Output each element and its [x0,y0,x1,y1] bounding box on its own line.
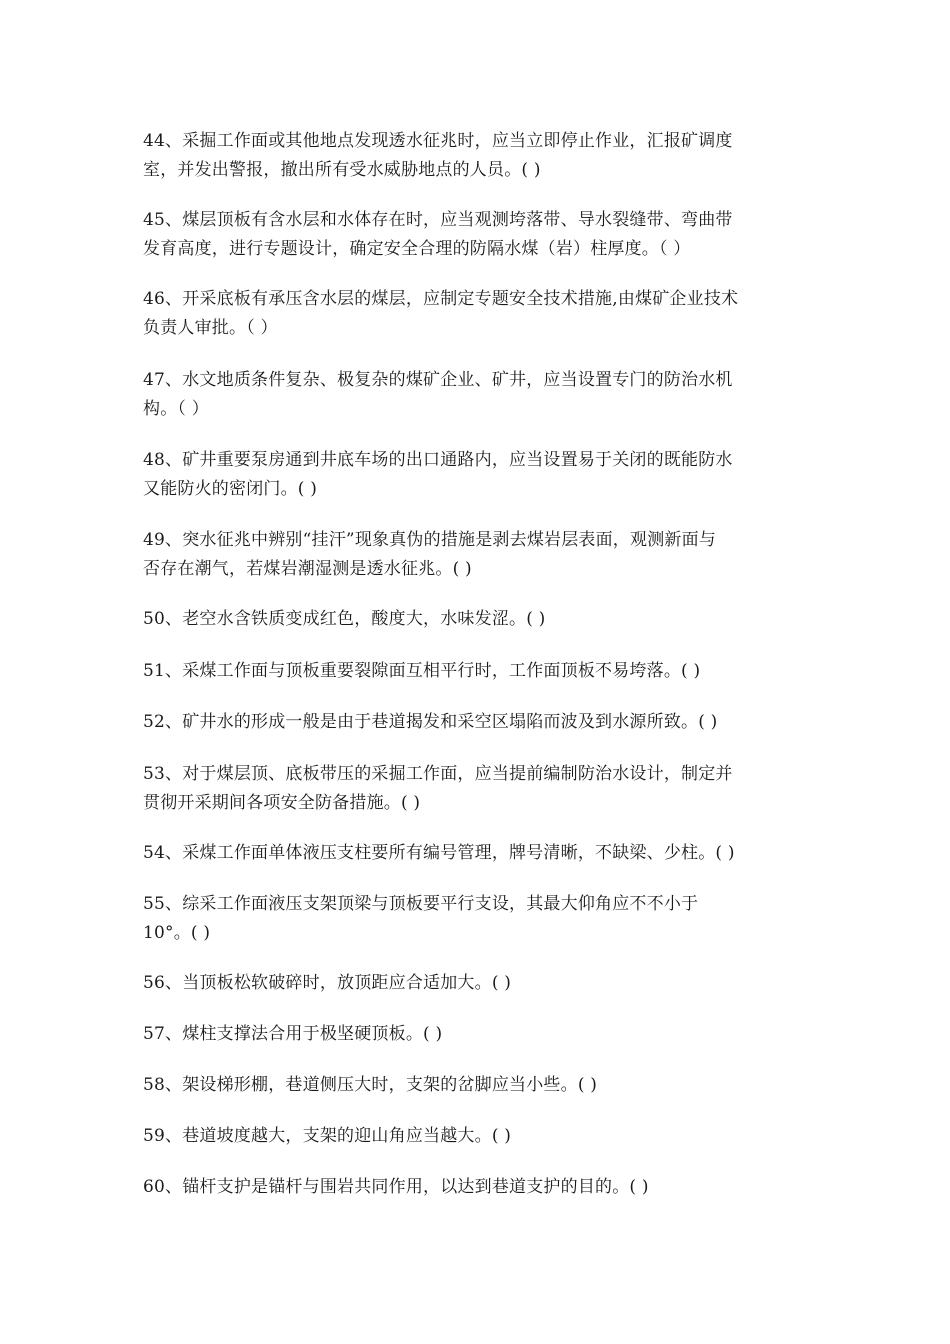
question-line: 49、突水征兆中辨别“挂汗”现象真伪的措施是剥去煤岩层表面，观测新面与 [143,530,717,550]
question-line: 52、矿井水的形成一般是由于巷道揭发和采空区塌陷而波及到水源所致。( ) [143,712,718,732]
question-line: 10°。( ) [143,923,211,943]
question-59 [143,1122,815,1151]
question-line: 58、架设梯形棚，巷道侧压大时，支架的岔脚应当小些。( ) [143,1075,598,1095]
question-55 [143,890,815,948]
question-47 [143,366,815,424]
question-52 [143,708,815,737]
question-line: 否存在潮气，若煤岩潮湿测是透水征兆。( ) [143,559,472,579]
question-line: 构。（ ） [143,399,209,419]
question-line: 53、对于煤层顶、底板带压的采掘工作面，应当提前编制防治水设计，制定并 [143,764,733,784]
question-57 [143,1020,815,1049]
question-54 [143,839,815,868]
question-line: 57、煤柱支撑法合用于极坚硬顶板。( ) [143,1024,443,1044]
question-58 [143,1071,815,1100]
question-line: 50、老空水含铁质变成红色，酸度大，水味发涩。( ) [143,609,546,629]
question-line: 54、采煤工作面单体液压支柱要所有编号管理，牌号清晰，不缺梁、少柱。( ) [143,843,735,863]
question-49 [143,526,815,584]
question-line: 56、当顶板松软破碎时，放顶距应合适加大。( ) [143,973,512,993]
question-45 [143,206,815,264]
question-line: 室，并发出警报，撤出所有受水威胁地点的人员。( ) [143,160,541,180]
question-line: 负责人审批。（ ） [143,318,278,338]
question-50 [143,605,815,634]
question-56 [143,969,815,998]
question-line: 48、矿井重要泵房通到井底车场的出口通路内，应当设置易于关闭的既能防水 [143,450,733,470]
question-48 [143,446,815,504]
question-51 [143,657,815,686]
question-line: 47、水文地质条件复杂、极复杂的煤矿企业、矿井，应当设置专门的防治水机 [143,370,733,390]
question-line: 55、综采工作面液压支架顶梁与顶板要平行支设，其最大仰角应不不小于 [143,894,699,914]
question-line: 发育高度，进行专题设计，确定安全合理的防隔水煤（岩）柱厚度。（ ） [143,239,691,259]
question-line: 60、锚杆支护是锚杆与围岩共同作用，以达到巷道支护的目的。( ) [143,1177,649,1197]
question-line: 51、采煤工作面与顶板重要裂隙面互相平行时，工作面顶板不易垮落。( ) [143,661,701,681]
question-53 [143,760,815,818]
question-line: 46、开采底板有承压含水层的煤层，应制定专题安全技术措施,由煤矿企业技术 [143,289,739,309]
question-line: 45、煤层顶板有含水层和水体存在时，应当观测垮落带、导水裂缝带、弯曲带 [143,210,733,230]
question-line: 又能防火的密闭门。( ) [143,479,318,499]
question-46 [143,285,815,343]
question-44 [143,127,815,185]
question-line: 贯彻开采期间各项安全防备措施。( ) [143,793,421,813]
question-line: 44、采掘工作面或其他地点发现透水征兆时，应当立即停止作业，汇报矿调度 [143,131,733,151]
question-60 [143,1173,815,1202]
question-line: 59、巷道坡度越大，支架的迎山角应当越大。( ) [143,1126,512,1146]
